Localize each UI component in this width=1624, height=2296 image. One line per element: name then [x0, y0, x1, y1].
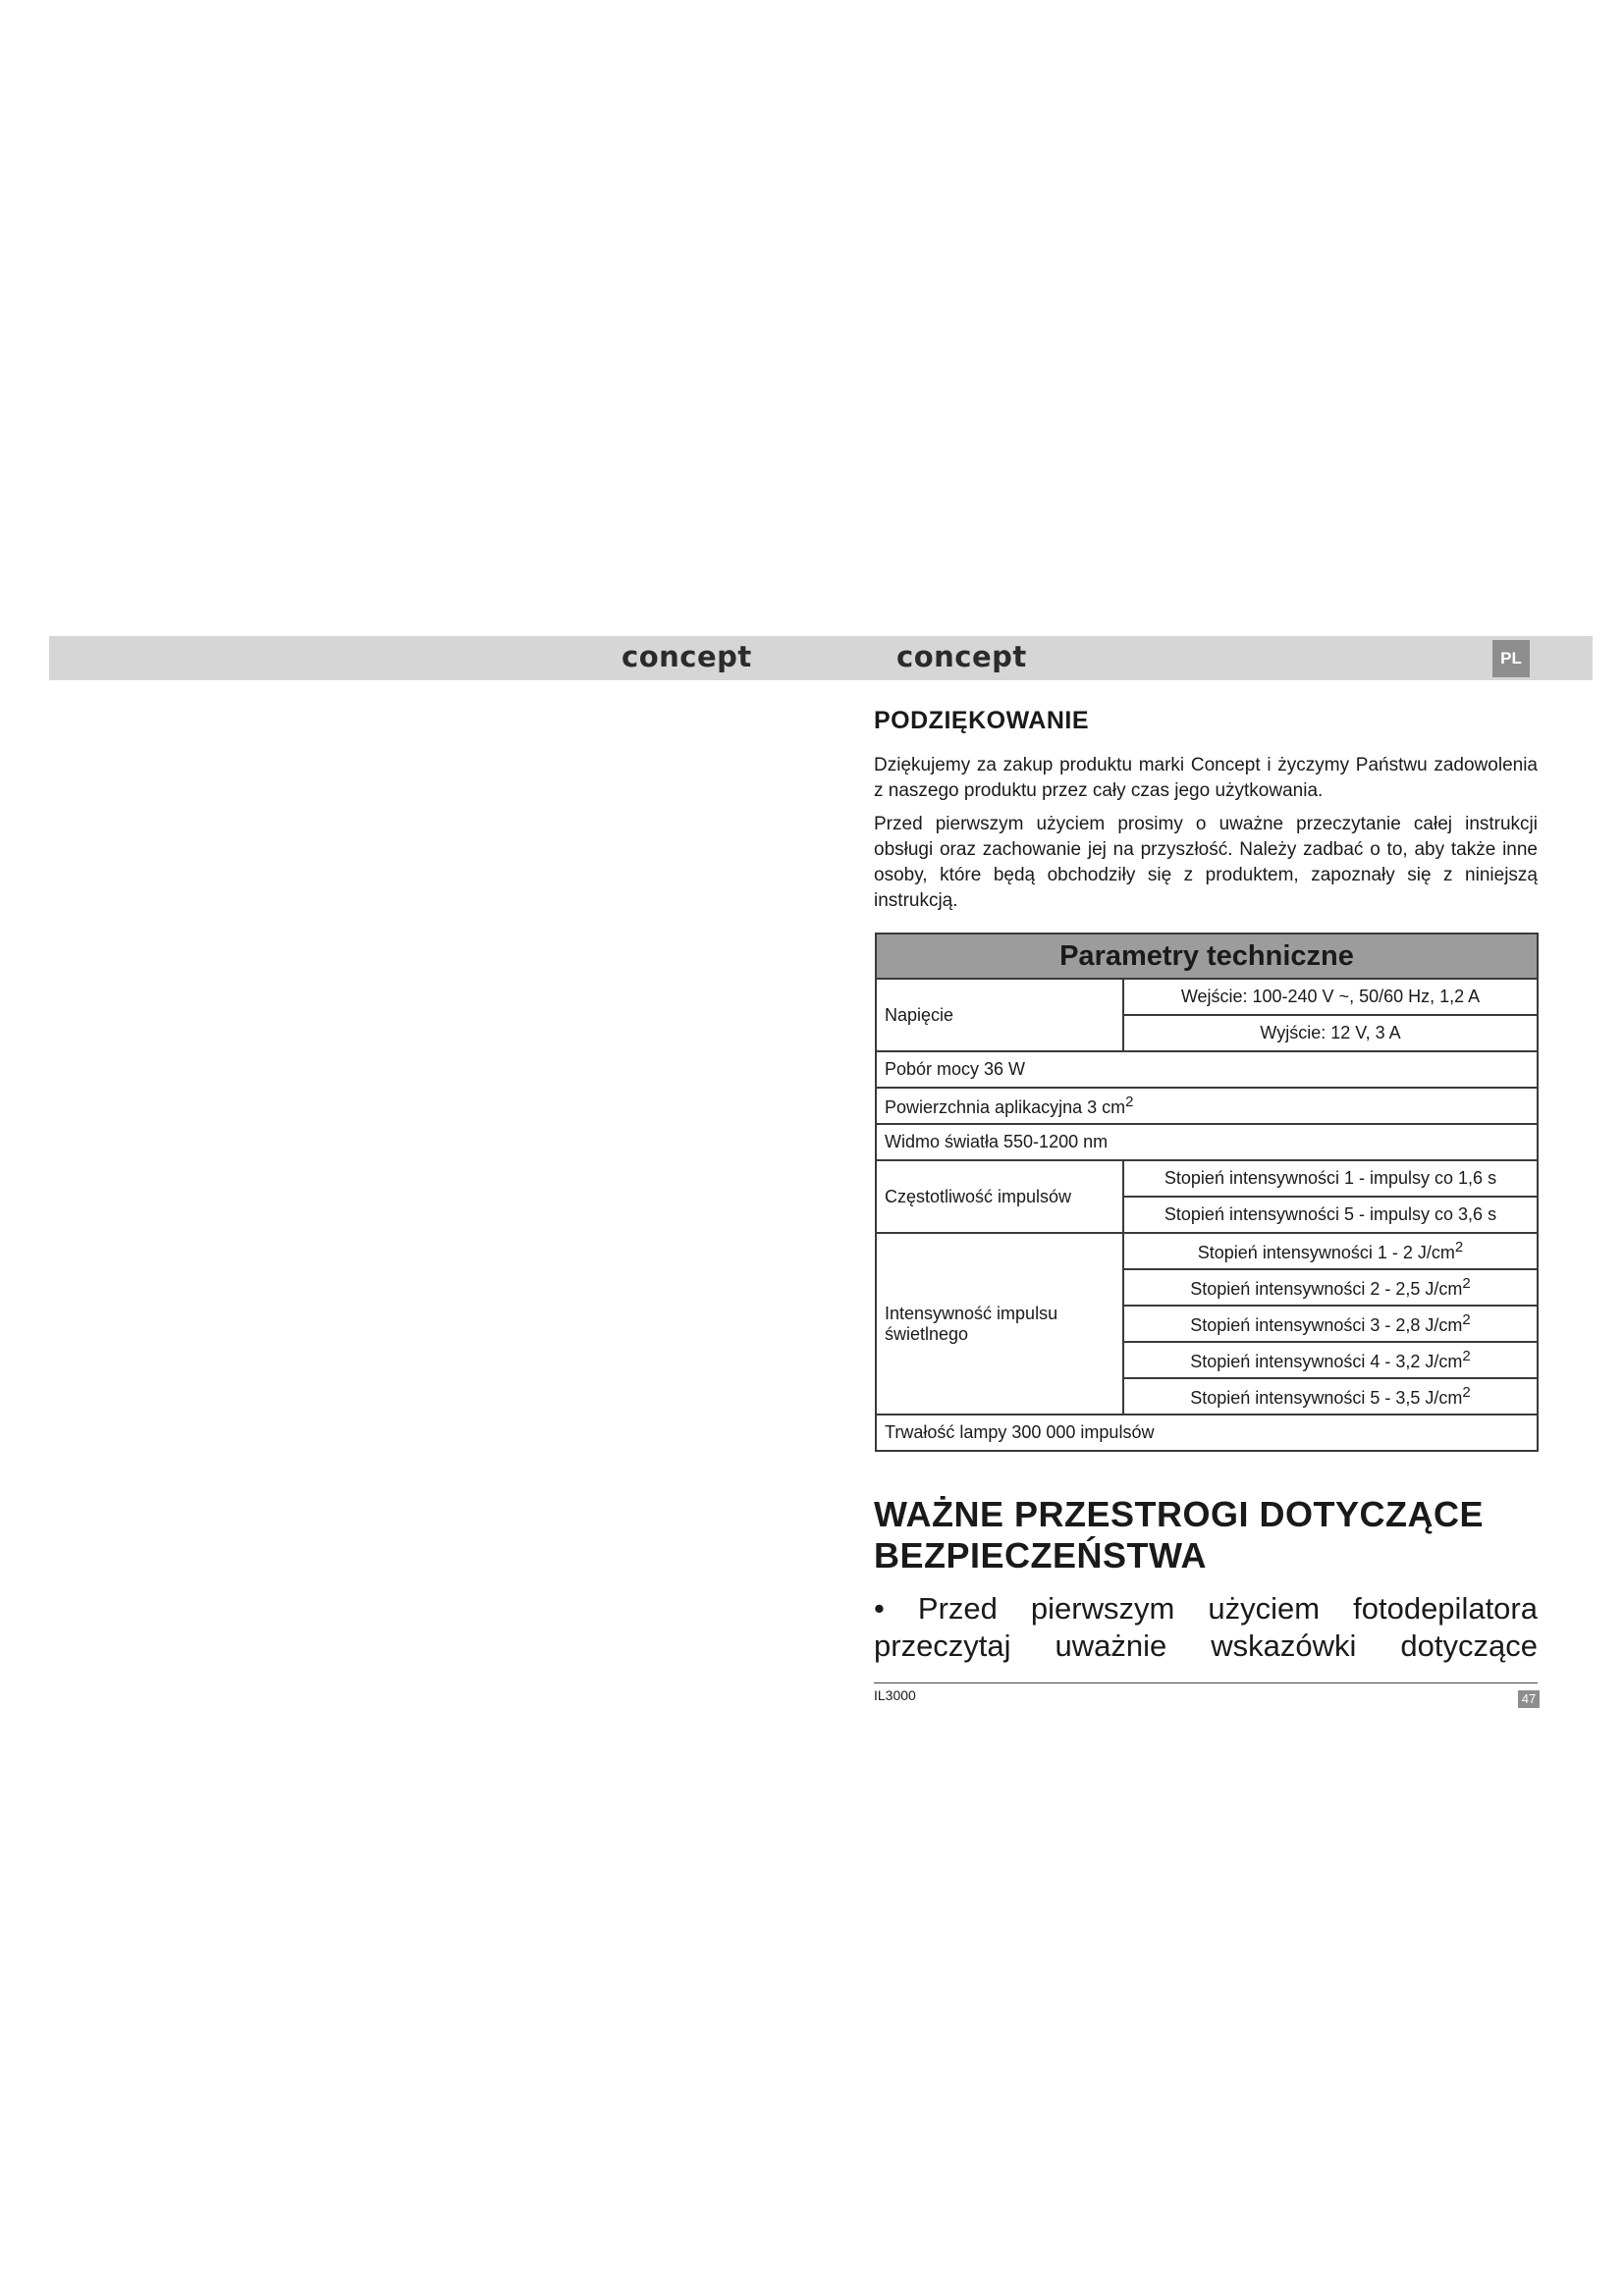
language-badge: PL: [1492, 640, 1530, 677]
application-area: [876, 1088, 1538, 1124]
intensity-level-3: [1123, 1306, 1538, 1342]
application-area-text: Powierzchnia aplikacyjna 3 cm: [885, 1097, 1126, 1117]
light-spectrum: Widmo światła 550-1200 nm: [876, 1124, 1538, 1160]
pulse-frequency-level-1: Stopień intensywności 1 - impulsy co 1,6 s: [1123, 1160, 1538, 1197]
intensity-level-4: [1123, 1342, 1538, 1378]
intensity-level-3-sup: 2: [1462, 1311, 1471, 1328]
intensity-level-2-sup: 2: [1462, 1275, 1471, 1292]
specs-table: [875, 933, 1539, 1452]
intensity-level-2: [1123, 1269, 1538, 1306]
voltage-input-value: Wejście: 100-240 V ~, 50/60 Hz, 1,2 A: [1123, 979, 1538, 1015]
page-number: 47: [1518, 1690, 1540, 1708]
safety-bullet-text: Przed pierwszym użyciem fotodepilatora przeczytaj uważnie wskazówki dotyczące: [874, 1591, 1538, 1663]
intensity-level-1-sup: 2: [1454, 1239, 1464, 1255]
safety-bullet-item: [874, 1590, 1538, 1665]
intensity-level-3-text: Stopień intensywności 3 - 2,8 J/cm: [1190, 1315, 1463, 1335]
intensity-level-5-sup: 2: [1462, 1384, 1471, 1401]
page-title: PODZIĘKOWANIE: [874, 707, 1090, 734]
model-number: IL3000: [874, 1687, 916, 1703]
pulse-frequency-label: Częstotliwość impulsów: [876, 1160, 1123, 1233]
intensity-level-4-text: Stopień intensywności 4 - 3,2 J/cm: [1190, 1352, 1463, 1371]
lamp-lifetime: Trwałość lampy 300 000 impulsów: [876, 1415, 1538, 1451]
power-consumption: Pobór mocy 36 W: [876, 1051, 1538, 1088]
intensity-level-1: [1123, 1233, 1538, 1269]
brand-logo-left: concept: [622, 640, 752, 673]
intensity-level-5-text: Stopień intensywności 5 - 3,5 J/cm: [1190, 1388, 1463, 1408]
application-area-sup: 2: [1125, 1094, 1134, 1110]
brand-logo-right: concept: [896, 640, 1027, 673]
table-row: [876, 979, 1538, 1015]
intro-paragraph-1: Dziękujemy za zakup produktu marki Concept i życzymy Państwu zadowolenia z naszego produktu przez cały czas jego użytkowania.: [874, 755, 1538, 801]
intensity-level-4-sup: 2: [1462, 1348, 1471, 1364]
intensity-level-2-text: Stopień intensywności 2 - 2,5 J/cm: [1190, 1279, 1463, 1299]
safety-title-line-1: WAŻNE PRZESTROGI DOTYCZĄCE: [874, 1494, 1485, 1534]
intensity-level-5: [1123, 1378, 1538, 1415]
intro-paragraph-2: Przed pierwszym użyciem prosimy o uważne przeczytanie całej instrukcji obsługi oraz zachowanie jej na przyszłość. Należy zadbać o to, aby także inne osoby, które będą obchodziły się z produktem, zapoznały się z niniejszą instrukcją.: [874, 814, 1538, 911]
table-row: [876, 1233, 1538, 1269]
header-bar: [49, 636, 1593, 680]
table-row: [876, 1415, 1538, 1451]
table-row: [876, 1124, 1538, 1160]
voltage-output-value: Wyjście: 12 V, 3 A: [1123, 1015, 1538, 1051]
pulse-intensity-label: Intensywność impulsu świetlnego: [876, 1233, 1123, 1415]
table-row: [876, 1160, 1538, 1197]
pulse-frequency-level-5: Stopień intensywności 5 - impulsy co 3,6 s: [1123, 1197, 1538, 1233]
bullet-marker: •: [874, 1591, 885, 1626]
safety-section-title: [874, 1494, 1484, 1576]
safety-title-line-2: BEZPIECZEŃSTWA: [874, 1535, 1208, 1575]
footer-divider: [874, 1682, 1538, 1683]
voltage-label: Napięcie: [876, 979, 1123, 1051]
table-row: [876, 1051, 1538, 1088]
specs-table-title: Parametry techniczne: [876, 934, 1538, 979]
intensity-level-1-text: Stopień intensywności 1 - 2 J/cm: [1197, 1243, 1455, 1262]
table-row: [876, 1088, 1538, 1124]
